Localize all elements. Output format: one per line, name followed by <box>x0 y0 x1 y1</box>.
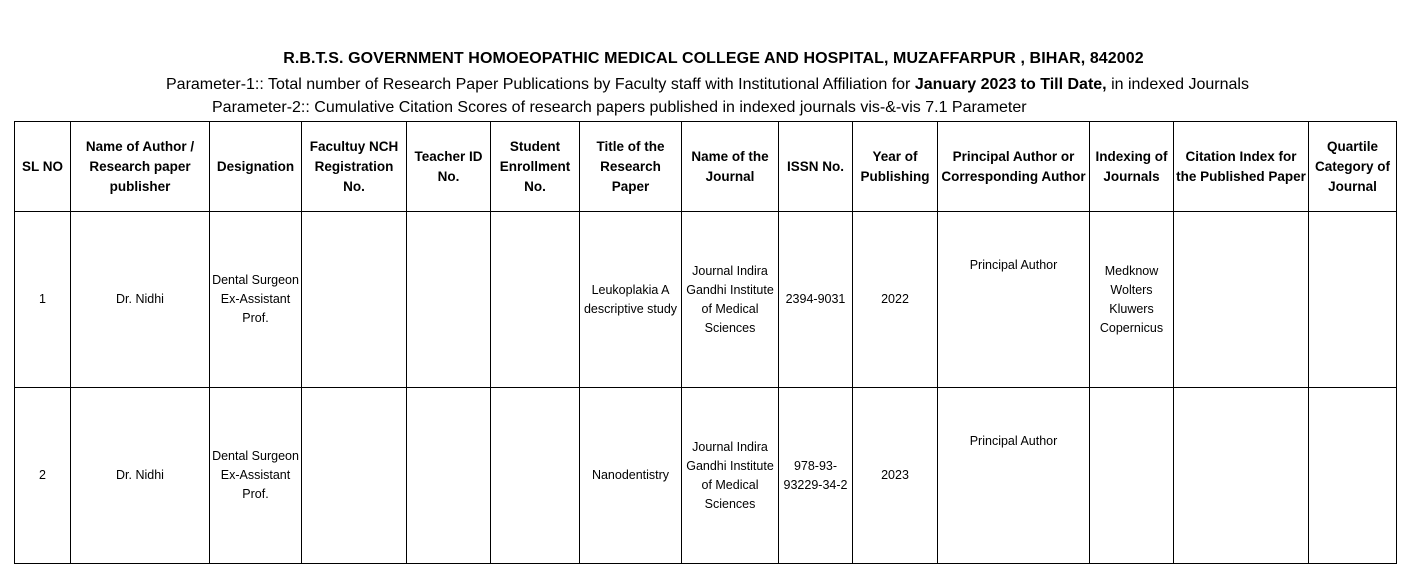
cell-issn: 2394-9031 <box>779 212 853 388</box>
cell-sl-no: 2 <box>15 388 71 564</box>
cell-teacher-id <box>407 212 491 388</box>
cell-author: Dr. Nidhi <box>71 388 210 564</box>
cell-designation: Dental Surgeon Ex-Assistant Prof. <box>210 212 302 388</box>
col-header-sl-no: SL NO <box>15 122 71 212</box>
cell-citation-index <box>1174 388 1309 564</box>
col-header-issn: ISSN No. <box>779 122 853 212</box>
cell-quartile <box>1309 388 1397 564</box>
parameter-2-line: Parameter-2:: Cumulative Citation Scores of research papers published in indexed journals vis-&-vis 7.1 Parameter <box>212 99 1027 116</box>
col-header-journal: Name of the Journal <box>682 122 779 212</box>
col-header-nch-registration: Facultuy NCH Registration No. <box>302 122 407 212</box>
cell-author: Dr. Nidhi <box>71 212 210 388</box>
col-header-student-enrollment: Student Enrollment No. <box>491 122 580 212</box>
institution-title: R.B.T.S. GOVERNMENT HOMOEOPATHIC MEDICAL COLLEGE AND HOSPITAL, MUZAFFARPUR , BIHAR, 842002 <box>283 50 1144 67</box>
col-header-year: Year of Publishing <box>853 122 938 212</box>
table-row <box>15 388 1397 564</box>
cell-teacher-id <box>407 388 491 564</box>
col-header-indexing: Indexing of Journals <box>1090 122 1174 212</box>
cell-title: Leukoplakia A descriptive study <box>580 212 682 388</box>
cell-author-role: Principal Author <box>938 388 1090 564</box>
parameter-1-prefix: Parameter-1:: Total number of Research Paper Publications by Faculty staff with Institutional Affiliation for <box>166 76 915 93</box>
cell-quartile <box>1309 212 1397 388</box>
cell-journal: Journal Indira Gandhi Institute of Medical Sciences <box>682 212 779 388</box>
cell-nch-registration <box>302 212 407 388</box>
cell-designation: Dental Surgeon Ex-Assistant Prof. <box>210 388 302 564</box>
cell-year: 2023 <box>853 388 938 564</box>
col-header-title: Title of the Research Paper <box>580 122 682 212</box>
col-header-quartile: Quartile Category of Journal <box>1309 122 1397 212</box>
cell-citation-index <box>1174 212 1309 388</box>
publications-table <box>14 121 1397 564</box>
parameter-1-line <box>166 76 1249 94</box>
col-header-teacher-id: Teacher ID No. <box>407 122 491 212</box>
cell-year: 2022 <box>853 212 938 388</box>
cell-student-enrollment <box>491 212 580 388</box>
col-header-citation-index: Citation Index for the Published Paper <box>1174 122 1309 212</box>
col-header-author: Name of Author / Research paper publisher <box>71 122 210 212</box>
table-row <box>15 212 1397 388</box>
cell-author-role: Principal Author <box>938 212 1090 388</box>
cell-issn: 978-93-93229-34-2 <box>779 388 853 564</box>
parameter-1-suffix: in indexed Journals <box>1106 76 1249 93</box>
cell-indexing <box>1090 388 1174 564</box>
cell-title: Nanodentistry <box>580 388 682 564</box>
table-header-row <box>15 122 1397 212</box>
col-header-author-role: Principal Author or Corresponding Author <box>938 122 1090 212</box>
parameter-1-period: January 2023 to Till Date, <box>914 76 1107 93</box>
cell-nch-registration <box>302 388 407 564</box>
col-header-designation: Designation <box>210 122 302 212</box>
cell-student-enrollment <box>491 388 580 564</box>
cell-journal: Journal Indira Gandhi Institute of Medical Sciences <box>682 388 779 564</box>
cell-indexing: Medknow Wolters Kluwers Copernicus <box>1090 212 1174 388</box>
cell-sl-no: 1 <box>15 212 71 388</box>
